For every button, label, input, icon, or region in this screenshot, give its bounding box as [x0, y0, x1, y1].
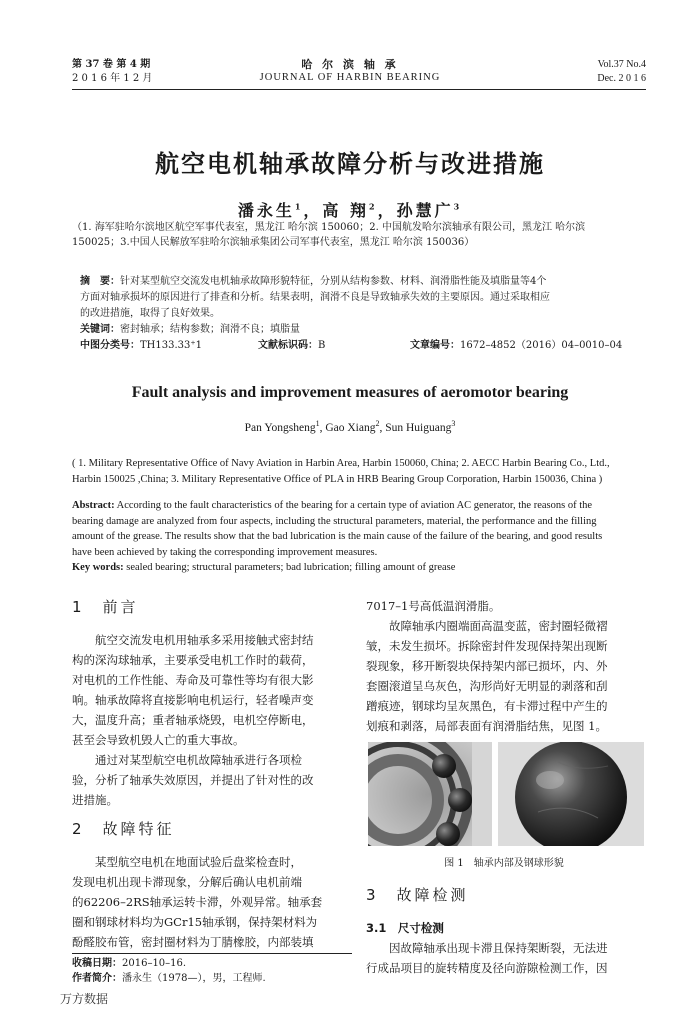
article-number: 1672–4852（2016）04–0010–04	[460, 340, 623, 351]
authors-en: Pan Yongsheng$^1$, Gao Xiang$^2$, Sun Huiguang$^3$	[244, 419, 456, 434]
section-2-body: 某型航空电机在地面试验后盘桨检查时， 发现电机出现卡滞现象，分解后确认电机前端 的62206–2RS轴承运转卡滞，外观异常。轴承套 圈和钢球材料均为GCr15轴承钢，保持架材料为 酚醛胶布管，密封圈材料为丁腈橡胶，内部装填	[72, 855, 323, 949]
abstract-label-en: Abstract:	[72, 500, 115, 511]
bearing-interior-photo	[368, 742, 492, 846]
footnote: 收稿日期：2016–10–16. 作者简介：潘永生（1978—），男，工程师.	[72, 958, 266, 984]
section-2-heading: 2 故障特征	[72, 820, 175, 838]
date-zh: 2 0 1 6 年 1 2 月	[72, 73, 153, 84]
page-title-en: Fault analysis and improvement measures of aeromotor bearing	[131, 384, 569, 401]
doc-code: B	[318, 340, 326, 351]
clc-number: TH133.33⁺1	[140, 340, 203, 351]
page-title-zh: 航空电机轴承故障分析与改进措施	[155, 150, 545, 178]
section-3-heading: 3 故障检测	[366, 886, 469, 904]
authors-zh: 潘永生$^1$，高 翔$^2$，孙慧广$^3$	[237, 201, 463, 220]
keywords-zh: 密封轴承；结构参数；润滑不良；填脂量	[120, 324, 300, 335]
footnote-rule	[72, 953, 352, 954]
abstract-zh: 摘 要：针对某型航空交流发电机轴承故障形貌特征，分别从结构参数、材料、润滑脂性能及填脂量等4个 方面对轴承损坏的原因进行了排查和分析。结果表明，润滑不良是导致轴承失效的主要原因。通过采取相应 的改进措施，取得了良好效果。 关键词：密封轴承；结构参数；润滑不良；填脂量 中图分类号：TH133.33⁺1 文献标识码：B 文章编号：1672–4852（2016）04–0010–04	[80, 274, 645, 354]
affiliations-zh: （1. 海军驻哈尔滨地区航空军事代表室，黑龙江 哈尔滨 150060；2. 中国航发哈尔滨轴承有限公司，黑龙江 哈尔滨 150025；3.中国人民解放军驻哈尔滨轴承集团公司军事代表室，黑龙江 哈尔滨 150036）	[72, 222, 586, 248]
keywords-label-en: Key words:	[72, 562, 124, 573]
received-date: 2016–10–16.	[122, 958, 187, 969]
header-rule	[72, 89, 646, 90]
bearing-interior-image	[368, 742, 492, 846]
keywords-en: sealed bearing; structural parameters; bad lubrication; filling amount of grease	[123, 562, 456, 573]
abstract-label-zh: 摘 要：	[80, 276, 120, 287]
subsection-3-1-body: 因故障轴承出现卡滞且保持架断裂，无法进 行成品项目的旋转精度及径向游隙检测工作，因	[366, 941, 608, 975]
affiliations-en: ( 1. Military Representative Office of Navy Aviation in Harbin Area, Harbin 150060, China; 2. AECC Harbin Bearing Co., Ltd., Harbin 150025 ,China; 3. Military Representative Office of PLA in HRB Bearing Group Corporation, Harbin 150036, China )	[72, 458, 610, 485]
figure-1-caption: 图 1 轴承内部及钢球形貌	[444, 858, 564, 869]
steel-ball-image	[498, 742, 644, 846]
section-1-heading: 1 前言	[72, 598, 139, 616]
author-bio: 潘永生（1978—），男，工程师.	[122, 973, 266, 984]
steel-ball-photo	[498, 742, 644, 846]
volume-issue-en: Vol.37 No.4	[597, 59, 646, 70]
watermark: 万方数据	[60, 992, 109, 1006]
column-2-top: 7017–1号高低温润滑脂。 故障轴承内圈端面高温变蓝，密封圈轻微褶 皱，未发生损坏。拆除密封件发现保持架出现断 裂现象，移开断裂块保持架内部已损坏，内、外 套圈滚道呈乌灰色，沟形尚好无明显的剥落和刮 蹭痕迹，钢球均呈灰黑色，有卡滞过程中产生的 划痕和剥落，局部表面有润滑脂结焦，见图 1。	[366, 599, 608, 733]
section-1-body: 航空交流发电机用轴承多采用接触式密封结 构的深沟球轴承，主要承受电机工作时的载荷， 对电机的工作性能、寿命及可靠性等均有很大影 响。轴承故障将直接影响电机运行，轻者噪声变 大，温度升高；重者轴承烧毁，电机空停断电， 甚至会导致机毁人亡的重大事故。 通过对某型航空电机故障轴承进行各项检 验，分析了轴承失效原因，并提出了针对性的改 进措施。	[72, 633, 314, 807]
classification-row: 中图分类号：TH133.33⁺1 文献标识码：B 文章编号：1672–4852（2016）04–0010–04	[80, 340, 623, 351]
volume-issue-zh: 第 37 卷 第 4 期	[72, 59, 151, 70]
author-3-zh: ，孙慧广	[377, 201, 454, 220]
keywords-label-zh: 关键词：	[80, 324, 120, 335]
journal-name-en: JOURNAL OF HARBIN BEARING	[259, 72, 441, 83]
journal-name-zh: 哈 尔 滨 轴 承	[301, 58, 399, 71]
author-1-zh: 潘永生	[237, 201, 295, 220]
subsection-3-1-heading: 3.1 尺寸检测	[366, 921, 444, 935]
abstract-en: Abstract: According to the fault characteristics of the bearing for a certain type of aviation AC generator, the reasons of the bearing damage are analyzed from four aspects, including the structural parameters, material, the performance and the filling amount of the grease. The results show that the bad lubrication is the main cause of the failure of the bearing, and good results have been achieved by taking the corresponding improvement measures. Key words: sealed bearing; structural parameters; bad lubrication; filling amount of grease	[72, 500, 603, 573]
date-en: Dec. 2 0 1 6	[597, 73, 646, 84]
author-2-zh: ，高 翔	[303, 201, 369, 220]
